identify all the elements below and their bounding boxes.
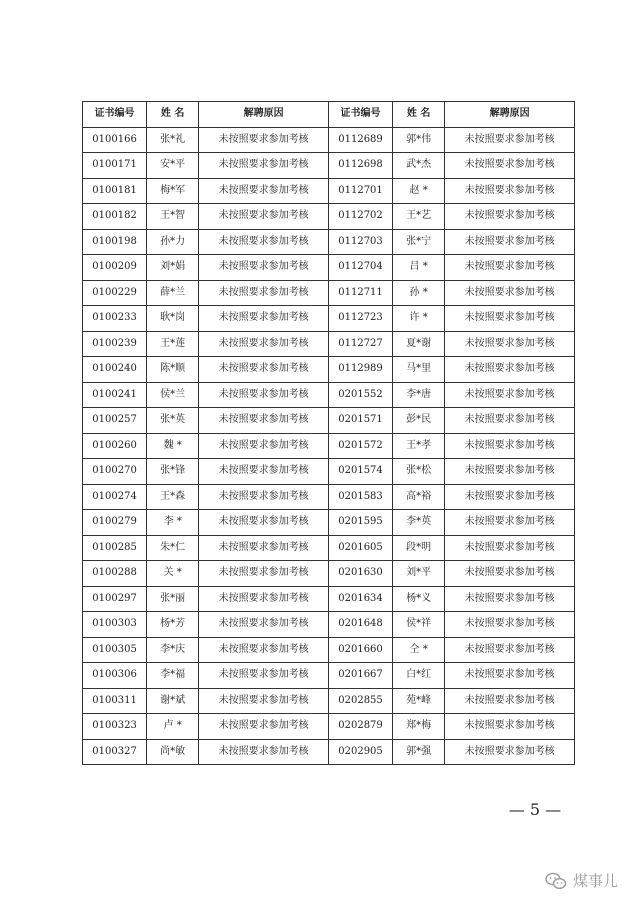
- cell-cert-id-left: 0100285: [83, 535, 147, 561]
- cell-name-left: 张*锋: [147, 459, 199, 485]
- cell-name-left: 王*森: [147, 484, 199, 510]
- cell-name-right: 吕 *: [393, 255, 445, 281]
- cell-reason-left: 未按照要求参加考核: [199, 382, 329, 408]
- cell-reason-left: 未按照要求参加考核: [199, 229, 329, 255]
- cell-cert-id-right: 0112727: [328, 331, 392, 357]
- cell-name-left: 谢*斌: [147, 688, 199, 714]
- cell-reason-right: 未按照要求参加考核: [445, 510, 575, 536]
- table-row: [83, 484, 575, 510]
- cell-name-left: 卢 *: [147, 714, 199, 740]
- cell-cert-id-right: 0201571: [328, 408, 392, 434]
- cell-name-right: 高*裕: [393, 484, 445, 510]
- cell-cert-id-right: 0201648: [328, 612, 392, 638]
- header-reason-left: 解聘原因: [199, 102, 329, 128]
- table-row: [83, 663, 575, 689]
- cell-name-right: 杨*义: [393, 586, 445, 612]
- cell-reason-right: 未按照要求参加考核: [445, 688, 575, 714]
- cell-cert-id-right: 0201605: [328, 535, 392, 561]
- cell-name-left: 魏 *: [147, 433, 199, 459]
- cell-cert-id-right: 0112701: [328, 178, 392, 204]
- cell-name-right: 赵 *: [393, 178, 445, 204]
- cell-reason-left: 未按照要求参加考核: [199, 331, 329, 357]
- table-row: [83, 229, 575, 255]
- cell-reason-right: 未按照要求参加考核: [445, 382, 575, 408]
- cell-name-right: 白*红: [393, 663, 445, 689]
- cell-cert-id-right: 0202879: [328, 714, 392, 740]
- cell-name-left: 耿*岗: [147, 306, 199, 332]
- cell-cert-id-left: 0100229: [83, 280, 147, 306]
- cell-cert-id-right: 0112723: [328, 306, 392, 332]
- table-row: [83, 408, 575, 434]
- cell-reason-left: 未按照要求参加考核: [199, 612, 329, 638]
- cell-name-right: 李*唐: [393, 382, 445, 408]
- cell-name-right: 夏*谢: [393, 331, 445, 357]
- cell-cert-id-left: 0100279: [83, 510, 147, 536]
- table-row: [83, 586, 575, 612]
- cell-cert-id-right: 0201667: [328, 663, 392, 689]
- header-name-left: 姓 名: [147, 102, 199, 128]
- cell-reason-left: 未按照要求参加考核: [199, 433, 329, 459]
- table-row: [83, 127, 575, 153]
- cell-name-right: 张*宁: [393, 229, 445, 255]
- cell-cert-id-left: 0100182: [83, 204, 147, 230]
- table-row: [83, 331, 575, 357]
- cell-name-left: 李 *: [147, 510, 199, 536]
- table-row: [83, 153, 575, 179]
- cell-reason-right: 未按照要求参加考核: [445, 586, 575, 612]
- cell-name-left: 刘*娟: [147, 255, 199, 281]
- cell-reason-right: 未按照要求参加考核: [445, 229, 575, 255]
- cell-cert-id-left: 0100306: [83, 663, 147, 689]
- cell-cert-id-left: 0100323: [83, 714, 147, 740]
- watermark-text: 煤事儿: [572, 872, 618, 890]
- cell-name-left: 关 *: [147, 561, 199, 587]
- table-row: [83, 255, 575, 281]
- cell-cert-id-left: 0100171: [83, 153, 147, 179]
- cell-name-right: 李*英: [393, 510, 445, 536]
- cell-cert-id-left: 0100327: [83, 739, 147, 765]
- cell-name-left: 侯*兰: [147, 382, 199, 408]
- cell-cert-id-right: 0112702: [328, 204, 392, 230]
- cell-cert-id-left: 0100239: [83, 331, 147, 357]
- cell-cert-id-left: 0100305: [83, 637, 147, 663]
- header-name-right: 姓 名: [393, 102, 445, 128]
- cell-cert-id-right: 0112698: [328, 153, 392, 179]
- cell-reason-right: 未按照要求参加考核: [445, 739, 575, 765]
- cell-reason-right: 未按照要求参加考核: [445, 714, 575, 740]
- cell-reason-left: 未按照要求参加考核: [199, 561, 329, 587]
- cell-name-right: 仝 *: [393, 637, 445, 663]
- cell-name-right: 孙 *: [393, 280, 445, 306]
- cell-reason-right: 未按照要求参加考核: [445, 535, 575, 561]
- table-row: [83, 280, 575, 306]
- cell-cert-id-right: 0201595: [328, 510, 392, 536]
- table-row: [83, 510, 575, 536]
- cell-cert-id-right: 0201552: [328, 382, 392, 408]
- table-row: [83, 714, 575, 740]
- cell-name-left: 张*丽: [147, 586, 199, 612]
- cell-cert-id-left: 0100257: [83, 408, 147, 434]
- cell-name-left: 朱*仁: [147, 535, 199, 561]
- cell-reason-right: 未按照要求参加考核: [445, 459, 575, 485]
- cell-reason-right: 未按照要求参加考核: [445, 204, 575, 230]
- cell-cert-id-right: 0201634: [328, 586, 392, 612]
- cell-name-right: 刘*平: [393, 561, 445, 587]
- cell-name-left: 王*智: [147, 204, 199, 230]
- cell-reason-right: 未按照要求参加考核: [445, 433, 575, 459]
- cell-reason-right: 未按照要求参加考核: [445, 561, 575, 587]
- cell-name-left: 李*庆: [147, 637, 199, 663]
- cell-reason-left: 未按照要求参加考核: [199, 510, 329, 536]
- cell-name-right: 侯*祥: [393, 612, 445, 638]
- cell-reason-left: 未按照要求参加考核: [199, 535, 329, 561]
- cell-name-left: 梅*军: [147, 178, 199, 204]
- cell-cert-id-right: 0201583: [328, 484, 392, 510]
- cell-reason-right: 未按照要求参加考核: [445, 178, 575, 204]
- cell-name-left: 张*礼: [147, 127, 199, 153]
- cell-cert-id-left: 0100233: [83, 306, 147, 332]
- cell-name-right: 郑*梅: [393, 714, 445, 740]
- cell-reason-left: 未按照要求参加考核: [199, 178, 329, 204]
- cell-name-right: 彭*民: [393, 408, 445, 434]
- cell-cert-id-right: 0112989: [328, 357, 392, 383]
- cell-name-right: 武*杰: [393, 153, 445, 179]
- cell-reason-right: 未按照要求参加考核: [445, 357, 575, 383]
- cell-cert-id-right: 0201630: [328, 561, 392, 587]
- cell-reason-right: 未按照要求参加考核: [445, 612, 575, 638]
- header-cert-id-right: 证书编号: [328, 102, 392, 128]
- table-row: [83, 688, 575, 714]
- cell-cert-id-left: 0100240: [83, 357, 147, 383]
- cell-reason-right: 未按照要求参加考核: [445, 484, 575, 510]
- cell-cert-id-right: 0202905: [328, 739, 392, 765]
- cell-name-right: 苑*峰: [393, 688, 445, 714]
- cell-cert-id-left: 0100274: [83, 484, 147, 510]
- table-row: [83, 535, 575, 561]
- cell-cert-id-left: 0100209: [83, 255, 147, 281]
- cell-cert-id-left: 0100198: [83, 229, 147, 255]
- wechat-icon: [545, 872, 567, 890]
- cell-name-right: 郭*伟: [393, 127, 445, 153]
- cell-reason-right: 未按照要求参加考核: [445, 280, 575, 306]
- cell-reason-left: 未按照要求参加考核: [199, 255, 329, 281]
- cell-reason-right: 未按照要求参加考核: [445, 637, 575, 663]
- cell-cert-id-left: 0100181: [83, 178, 147, 204]
- cell-name-right: 郭*强: [393, 739, 445, 765]
- cell-cert-id-right: 0201574: [328, 459, 392, 485]
- cell-name-right: 张*松: [393, 459, 445, 485]
- table-row: [83, 459, 575, 485]
- table-row: [83, 306, 575, 332]
- cell-reason-left: 未按照要求参加考核: [199, 688, 329, 714]
- table-row: [83, 178, 575, 204]
- cell-cert-id-right: 0201660: [328, 637, 392, 663]
- cell-reason-right: 未按照要求参加考核: [445, 153, 575, 179]
- cell-reason-left: 未按照要求参加考核: [199, 153, 329, 179]
- cell-reason-left: 未按照要求参加考核: [199, 637, 329, 663]
- cell-cert-id-left: 0100303: [83, 612, 147, 638]
- cell-reason-left: 未按照要求参加考核: [199, 714, 329, 740]
- cell-reason-right: 未按照要求参加考核: [445, 127, 575, 153]
- table-row: [83, 561, 575, 587]
- cell-name-left: 安*平: [147, 153, 199, 179]
- cell-cert-id-right: 0112711: [328, 280, 392, 306]
- cell-reason-right: 未按照要求参加考核: [445, 255, 575, 281]
- cell-name-right: 王*孝: [393, 433, 445, 459]
- cell-reason-left: 未按照要求参加考核: [199, 484, 329, 510]
- cell-cert-id-right: 0202855: [328, 688, 392, 714]
- watermark: [545, 870, 618, 891]
- cell-reason-right: 未按照要求参加考核: [445, 663, 575, 689]
- table-header-row: [83, 102, 575, 128]
- cell-reason-left: 未按照要求参加考核: [199, 204, 329, 230]
- cell-name-right: 许 *: [393, 306, 445, 332]
- cell-cert-id-right: 0112689: [328, 127, 392, 153]
- cell-name-left: 杨*芳: [147, 612, 199, 638]
- cell-reason-left: 未按照要求参加考核: [199, 408, 329, 434]
- table-row: [83, 382, 575, 408]
- cell-name-left: 尚*敏: [147, 739, 199, 765]
- cell-reason-left: 未按照要求参加考核: [199, 306, 329, 332]
- table-row: [83, 739, 575, 765]
- table-row: [83, 612, 575, 638]
- cell-reason-right: 未按照要求参加考核: [445, 306, 575, 332]
- cell-name-left: 孙*力: [147, 229, 199, 255]
- cell-name-right: 王*艺: [393, 204, 445, 230]
- cell-cert-id-left: 0100241: [83, 382, 147, 408]
- cell-name-left: 张*英: [147, 408, 199, 434]
- header-reason-right: 解聘原因: [445, 102, 575, 128]
- table-body: [83, 127, 575, 765]
- cell-reason-left: 未按照要求参加考核: [199, 127, 329, 153]
- table-row: [83, 637, 575, 663]
- cell-cert-id-right: 0201572: [328, 433, 392, 459]
- cell-cert-id-right: 0112703: [328, 229, 392, 255]
- cell-reason-left: 未按照要求参加考核: [199, 739, 329, 765]
- page-number: — 5 —: [508, 800, 562, 819]
- cell-name-left: 王*莲: [147, 331, 199, 357]
- cell-cert-id-left: 0100297: [83, 586, 147, 612]
- cell-cert-id-left: 0100166: [83, 127, 147, 153]
- cell-cert-id-left: 0100288: [83, 561, 147, 587]
- header-cert-id-left: 证书编号: [83, 102, 147, 128]
- cell-cert-id-left: 0100270: [83, 459, 147, 485]
- dismissal-table: [82, 101, 575, 765]
- cell-name-left: 李*福: [147, 663, 199, 689]
- cell-name-left: 陈*顺: [147, 357, 199, 383]
- cell-name-left: 薛*兰: [147, 280, 199, 306]
- cell-reason-left: 未按照要求参加考核: [199, 663, 329, 689]
- cell-cert-id-left: 0100260: [83, 433, 147, 459]
- cell-name-right: 段*明: [393, 535, 445, 561]
- cell-reason-left: 未按照要求参加考核: [199, 586, 329, 612]
- cell-reason-left: 未按照要求参加考核: [199, 357, 329, 383]
- table-row: [83, 357, 575, 383]
- cell-reason-right: 未按照要求参加考核: [445, 331, 575, 357]
- cell-name-right: 马*里: [393, 357, 445, 383]
- cell-cert-id-left: 0100311: [83, 688, 147, 714]
- cell-cert-id-right: 0112704: [328, 255, 392, 281]
- cell-reason-left: 未按照要求参加考核: [199, 280, 329, 306]
- cell-reason-left: 未按照要求参加考核: [199, 459, 329, 485]
- cell-reason-right: 未按照要求参加考核: [445, 408, 575, 434]
- table-row: [83, 433, 575, 459]
- table-row: [83, 204, 575, 230]
